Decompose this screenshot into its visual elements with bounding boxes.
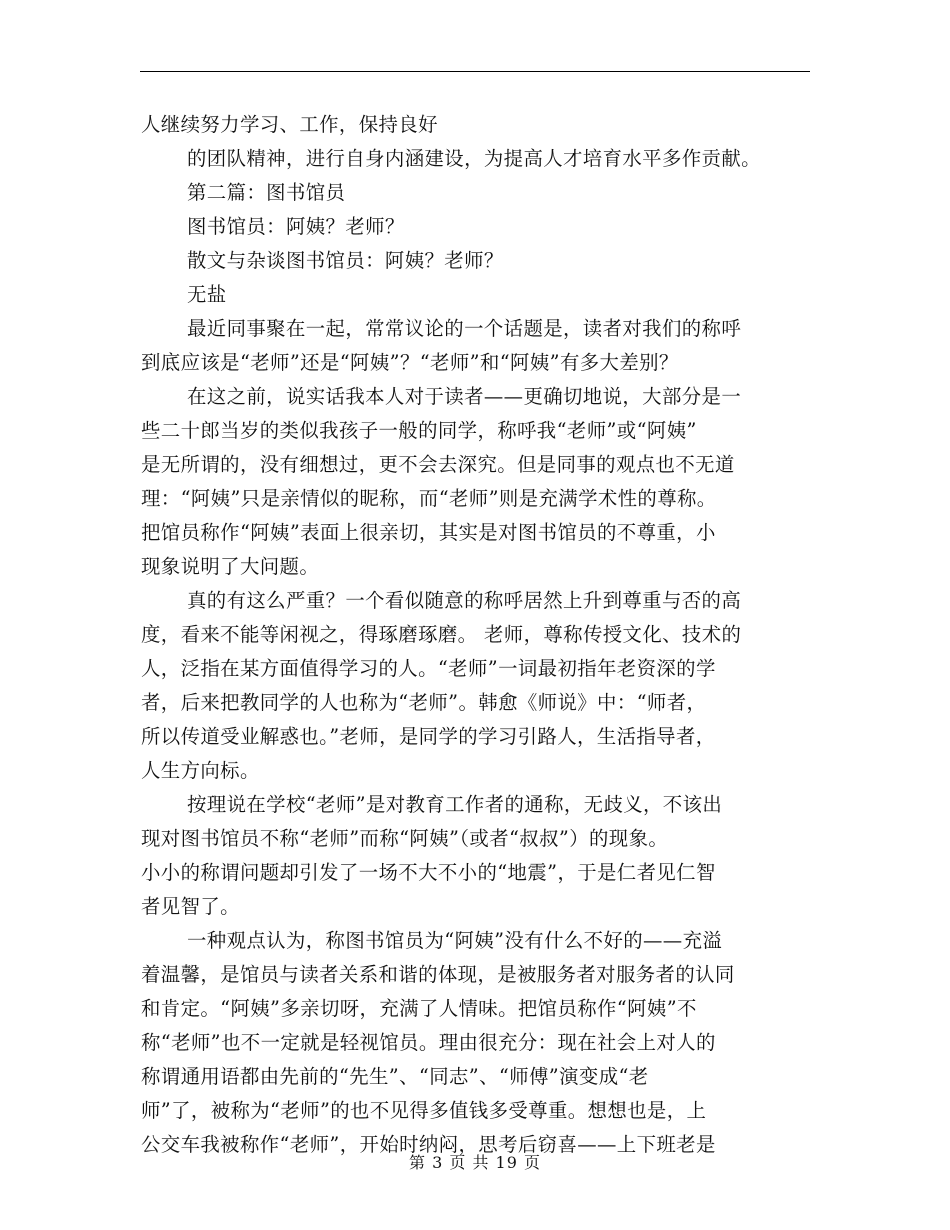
text-line: 者见智了。 xyxy=(141,895,240,918)
page-footer: 第 3 页 共 19 页 xyxy=(409,1153,541,1172)
text-line: 到底应该是“老师”还是“阿姨”？“老师”和“阿姨”有多大差别？ xyxy=(141,351,679,374)
section-heading: 第二篇：图书馆员 xyxy=(187,181,346,204)
text-line: 师”了，被称为“老师”的也不见得多值钱多受尊重。想想也是，上 xyxy=(141,1099,707,1122)
text-line: 是无所谓的，没有细想过，更不会去深究。但是同事的观点也不无道 xyxy=(141,453,735,476)
text-line: 理：“阿姨”只是亲情似的昵称，而“老师”则是充满学术性的尊称。 xyxy=(141,487,717,510)
text-line: 些二十郎当岁的类似我孩子一般的同学，称呼我“老师”或“阿姨” xyxy=(141,419,697,442)
article-author: 无盐 xyxy=(187,283,227,306)
text-line: 人，泛指在某方面值得学习的人。“老师”一词最初指年老资深的学 xyxy=(141,657,716,680)
text-line: 小小的称谓问题却引发了一场不大不小的“地震”，于是仁者见仁智 xyxy=(141,861,716,884)
text-line: 人继续努力学习、工作，保持良好 xyxy=(141,113,438,136)
text-line: 者，后来把教同学的人也称为“老师”。韩愈《师说》中：“师者， xyxy=(141,691,707,714)
header-rule xyxy=(140,71,810,72)
text-line: 一种观点认为，称图书馆员为“阿姨”没有什么不好的——充溢 xyxy=(187,929,723,952)
text-line: 的团队精神，进行自身内涵建设，为提高人才培育水平多作贡献。 xyxy=(187,147,761,170)
text-line: 着温馨，是馆员与读者关系和谐的体现，是被服务者对服务者的认同 xyxy=(141,963,735,986)
text-line: 度，看来不能等闲视之，得琢磨琢磨。 老师，尊称传授文化、技术的 xyxy=(141,623,742,646)
text-line: 所以传道受业解惑也。”老师，是同学的学习引路人，生活指导者， xyxy=(141,725,716,748)
text-line: 人生方向标。 xyxy=(141,759,260,782)
article-title: 图书馆员：阿姨？老师？ xyxy=(187,215,405,238)
text-line: 称“老师”也不一定就是轻视馆员。理由很充分：现在社会上对人的 xyxy=(141,1031,716,1054)
text-line: 公交车我被称作“老师”，开始时纳闷，思考后窃喜——上下班老是 xyxy=(141,1133,716,1156)
text-line: 把馆员称作“阿姨”表面上很亲切，其实是对图书馆员的不尊重，小 xyxy=(141,521,716,544)
text-line: 在这之前，说实话我本人对于读者——更确切地说，大部分是一 xyxy=(187,385,742,408)
text-line: 称谓通用语都由先前的“先生”、“同志”、“师傅”演变成“老 xyxy=(141,1065,649,1088)
document-body xyxy=(141,108,813,1162)
article-subtitle: 散文与杂谈图书馆员：阿姨？老师？ xyxy=(187,249,504,272)
text-line: 现象说明了大问题。 xyxy=(141,555,320,578)
text-line: 最近同事聚在一起，常常议论的一个话题是，读者对我们的称呼 xyxy=(187,317,742,340)
text-line: 和肯定。“阿姨”多亲切呀，充满了人情味。把馆员称作“阿姨”不 xyxy=(141,997,697,1020)
text-line: 现对图书馆员不称“老师”而称“阿姨”（或者“叔叔”）的现象。 xyxy=(141,827,669,850)
text-line: 按理说在学校“老师”是对教育工作者的通称，无歧义，不该出 xyxy=(187,793,723,816)
text-line: 真的有这么严重？一个看似随意的称呼居然上升到尊重与否的高 xyxy=(187,589,742,612)
